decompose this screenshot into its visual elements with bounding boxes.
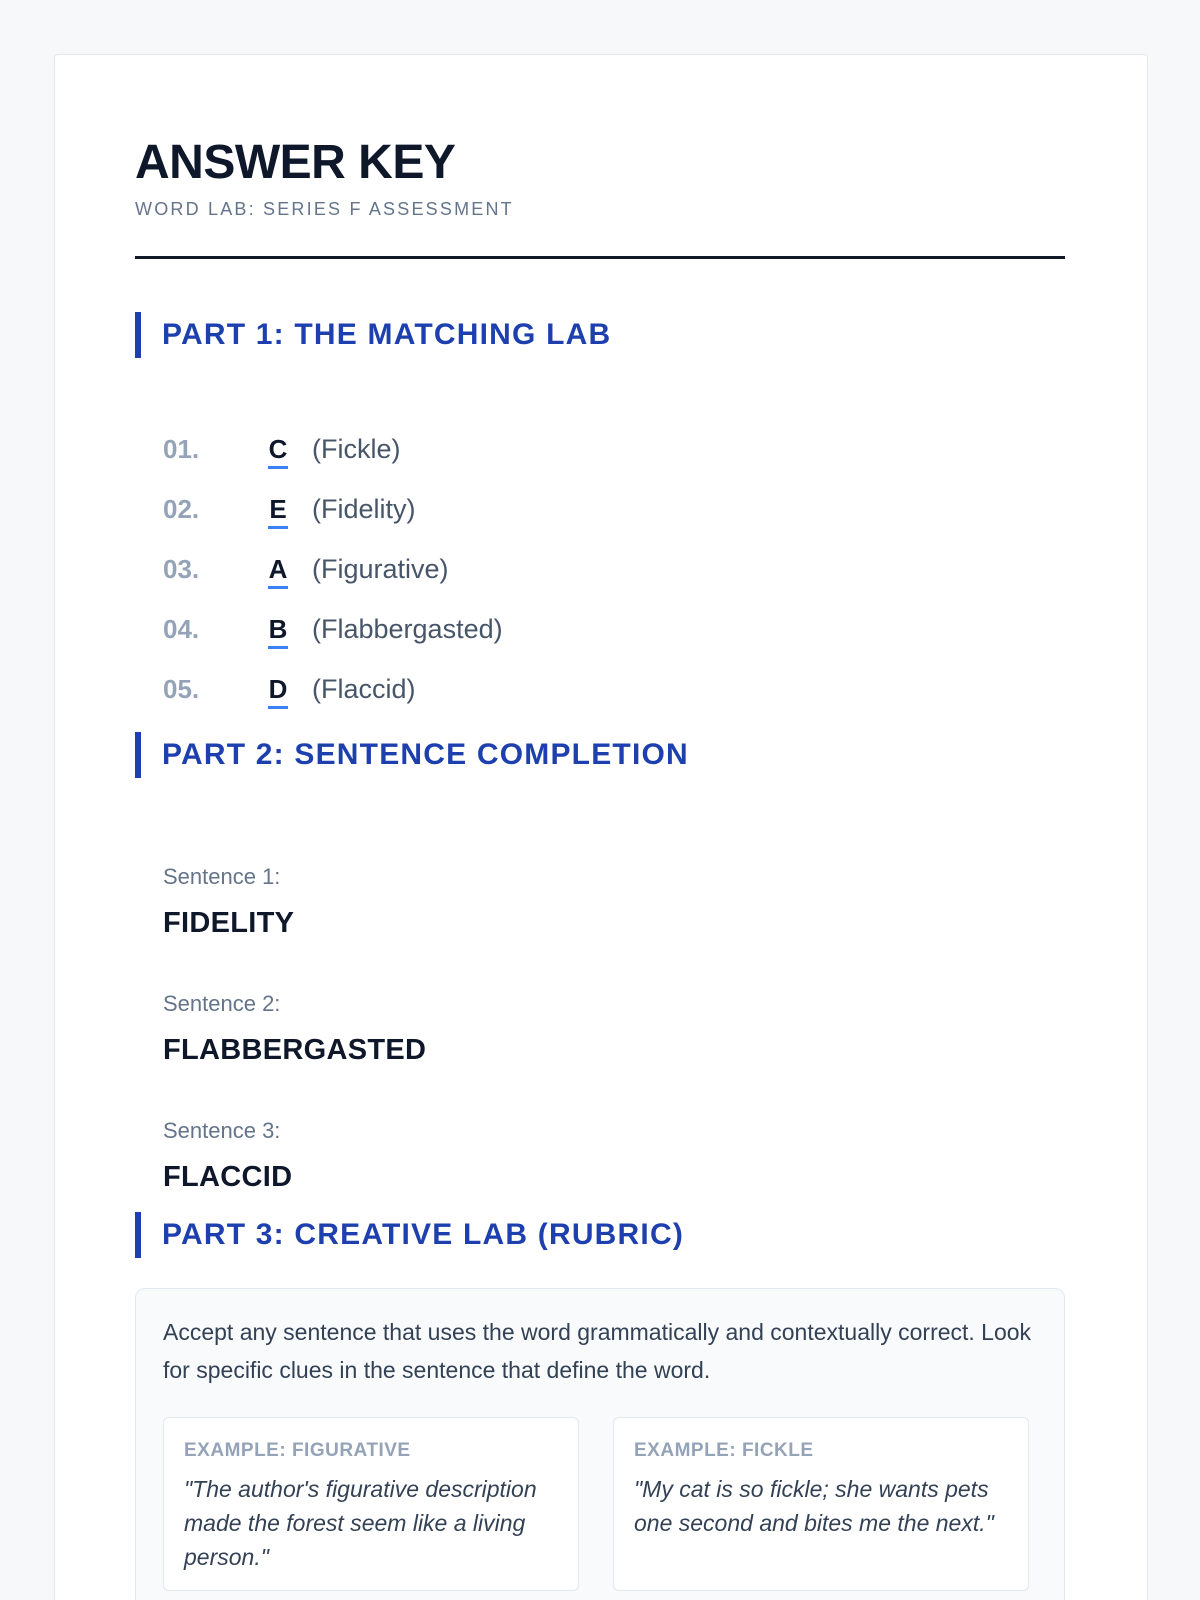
match-word: (Flabbergasted) (312, 614, 503, 644)
match-word: (Fidelity) (312, 494, 416, 524)
sentence-label: Sentence 3: (163, 1118, 281, 1143)
example-label: EXAMPLE: FIGURATIVE (184, 1440, 411, 1461)
example-card-fickle (613, 1417, 1029, 1591)
part1-heading: PART 1: THE MATCHING LAB (135, 312, 1065, 358)
match-word: (Flaccid) (312, 674, 416, 704)
match-row (163, 432, 763, 492)
answer-key-card (54, 54, 1148, 1600)
match-letter: A (268, 552, 288, 589)
match-row (163, 612, 763, 672)
match-letter: D (268, 672, 288, 709)
header (135, 135, 1065, 221)
match-number: 05. (163, 674, 200, 704)
example-label: EXAMPLE: FICKLE (634, 1440, 814, 1461)
part2-heading: PART 2: SENTENCE COMPLETION (135, 732, 1065, 778)
match-letter: C (268, 432, 288, 469)
sentence-answer: FLACCID (163, 1161, 293, 1193)
header-divider (135, 256, 1065, 259)
match-number: 04. (163, 614, 200, 644)
match-word: (Figurative) (312, 554, 449, 584)
match-letter: E (268, 492, 288, 529)
match-number: 03. (163, 554, 200, 584)
page-subtitle: WORD LAB: SERIES F ASSESSMENT (135, 199, 514, 219)
example-quote: "The author's figurative description made the forest seem like a living person." (184, 1476, 537, 1570)
match-row (163, 492, 763, 552)
sentence-list (163, 862, 963, 1243)
sentence-answer: FLABBERGASTED (163, 1034, 427, 1066)
part3-heading: PART 3: CREATIVE LAB (RUBRIC) (135, 1212, 1065, 1258)
sentence-label: Sentence 1: (163, 864, 281, 889)
page-title: ANSWER KEY (135, 136, 456, 189)
match-word: (Fickle) (312, 434, 401, 464)
sentence-answer: FIDELITY (163, 907, 295, 939)
sentence-item (163, 862, 963, 989)
match-row (163, 672, 763, 732)
match-row (163, 552, 763, 612)
example-quote: "My cat is so fickle; she wants pets one second and bites me the next." (634, 1476, 994, 1536)
match-number: 01. (163, 434, 200, 464)
rubric-text: Accept any sentence that uses the word grammatically and contextually correct. Look for specific clues in the sentence that define the word. (163, 1319, 1032, 1383)
match-number: 02. (163, 494, 200, 524)
example-card-figurative (163, 1417, 579, 1591)
sentence-label: Sentence 2: (163, 991, 281, 1016)
rubric-box (135, 1288, 1065, 1600)
sentence-item (163, 989, 963, 1116)
match-letter: B (268, 612, 288, 649)
matching-list (163, 432, 763, 732)
